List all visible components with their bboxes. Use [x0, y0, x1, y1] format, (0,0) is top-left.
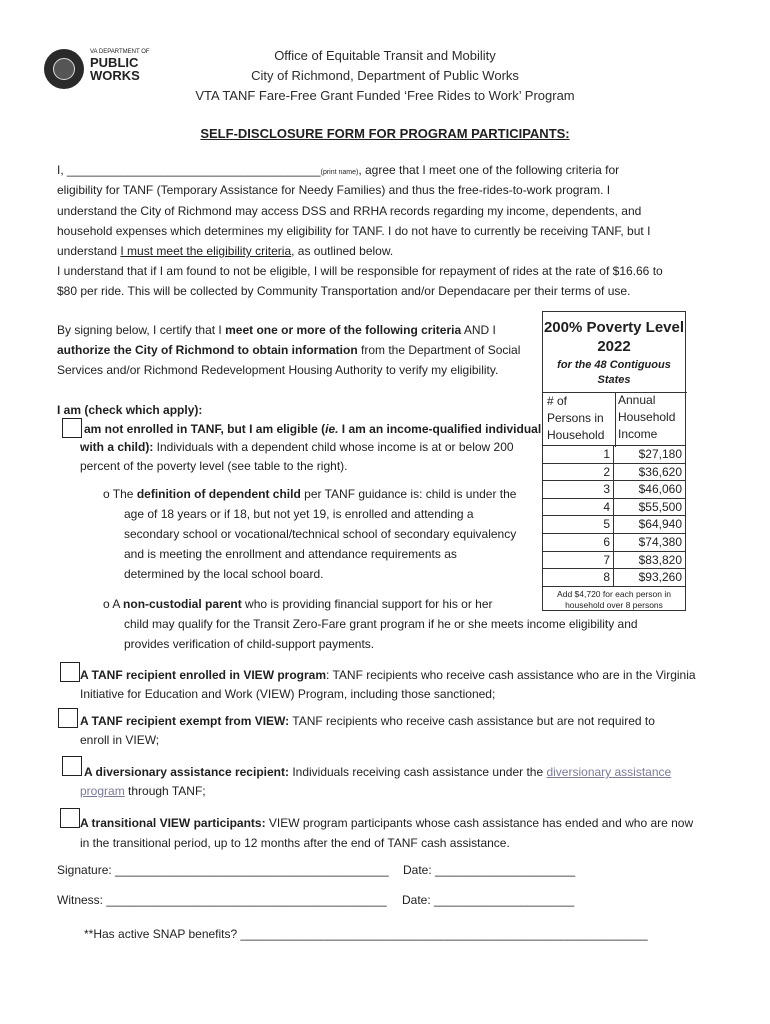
- sub1-text: per TANF guidance is: child is under the: [300, 487, 517, 501]
- opt3-line1: [80, 711, 655, 731]
- checkbox-transitional-view[interactable]: [60, 808, 80, 828]
- diversionary-program-link[interactable]: program: [80, 784, 125, 798]
- header-office: Office of Equitable Transit and Mobility: [274, 48, 496, 63]
- table-row: [543, 480, 685, 499]
- opt2-line2: Initiative for Education and Work (VIEW) Program, including those sanctioned;: [80, 687, 496, 701]
- certify-text: By signing below, I certify that I: [57, 323, 226, 337]
- opt4-bold: A diversionary assistance recipient:: [84, 765, 289, 779]
- intro-text: , as outlined below.: [291, 244, 394, 258]
- opt3-line2: enroll in VIEW;: [80, 733, 160, 747]
- witness-date-field[interactable]: Date: _____________________: [402, 893, 575, 907]
- opt2-text: : TANF recipients who receive cash assistance who are in the Virginia: [326, 668, 696, 682]
- income-value: $93,260: [638, 570, 682, 585]
- sub1-text: o The: [103, 487, 137, 501]
- logo-small-text: VA DEPARTMENT OF: [90, 49, 150, 55]
- opt3-bold: A TANF recipient exempt from VIEW:: [80, 714, 290, 728]
- witness-label: Witness:: [57, 893, 104, 907]
- poverty-table: [542, 311, 686, 611]
- table-row: [543, 568, 685, 587]
- opt1-bold: I am an income-qualified individual: [338, 422, 542, 436]
- eligibility-criteria-text: I must meet the eligibility criteria: [120, 244, 292, 258]
- opt2-line1: [80, 665, 696, 685]
- col1-line: Persons in: [547, 411, 604, 425]
- sub2-text: who is providing financial support for his or her: [241, 597, 493, 611]
- col2-line: Annual: [618, 393, 656, 407]
- sub1-line4: and is meeting the enrollment and attendance requirements as: [124, 547, 457, 561]
- income-value: $36,620: [638, 464, 682, 479]
- sub1-line2: age of 18 years or if 18, but not yet 19, is enrolled and attending a: [124, 507, 474, 521]
- certify-bold: authorize the City of Richmond to obtain information: [57, 343, 358, 357]
- checkbox-view-enrolled[interactable]: [60, 662, 80, 682]
- logo-line1: PUBLIC: [90, 55, 139, 70]
- certify-line1: [57, 320, 496, 340]
- certify-bold: meet one or more of the following criteria: [225, 323, 462, 337]
- print-name-hint: (print name): [320, 169, 359, 176]
- opt5-line1: [80, 813, 693, 833]
- sub1-line1: [103, 484, 516, 504]
- sub2-line1: [103, 594, 493, 614]
- col2-line: Income: [618, 427, 658, 441]
- witness-row: [57, 893, 387, 907]
- opt5-text: VIEW program participants whose cash assistance has ended and who are now: [265, 816, 694, 830]
- diversionary-assistance-link[interactable]: diversionary assistance: [546, 765, 672, 779]
- certify-line3: Services and/or Richmond Redevelopment Housing Authority to verify my eligibility.: [57, 363, 499, 377]
- household-size: 5: [543, 516, 614, 533]
- intro-line2: eligibility for TANF (Temporary Assistance for Needy Families) and thus the free-rides-to-work program. I: [57, 183, 611, 197]
- income-value: $46,060: [638, 482, 682, 497]
- sub1-line3: secondary school or vocational/technical school of secondary equivalency: [124, 527, 517, 541]
- signature-label: Signature:: [57, 863, 112, 877]
- certify-text: AND I: [461, 323, 496, 337]
- intro-line3: understand the City of Richmond may access DSS and RRHA records regarding my income, dependents, and: [57, 204, 642, 218]
- table-row: [543, 551, 685, 570]
- poverty-table-note: Add $4,720 for each person in household over 8 persons: [543, 586, 685, 611]
- opt5-line2: in the transitional period, up to 12 months after the end of TANF cash assistance.: [80, 836, 510, 850]
- household-size: 3: [543, 481, 614, 498]
- checkbox-view-exempt[interactable]: [58, 708, 78, 728]
- opt4-text: through TANF;: [124, 784, 206, 798]
- checkbox-diversionary[interactable]: [62, 756, 82, 776]
- table-row: [543, 498, 685, 517]
- table-row: [543, 445, 685, 464]
- intro-line5: [57, 241, 393, 261]
- intro-text: understand: [57, 244, 121, 258]
- income-value: $83,820: [638, 552, 682, 567]
- logo-line2: WORKS: [90, 68, 140, 83]
- sub1-line5: determined by the local school board.: [124, 567, 324, 581]
- sub2-line3: provides verification of child-support payments.: [124, 637, 375, 651]
- opt1-line2: [80, 437, 514, 457]
- income-value: $55,500: [638, 499, 682, 514]
- opt4-text: Individuals receiving cash assistance under the: [288, 765, 547, 779]
- household-size: 4: [543, 499, 614, 516]
- opt1-bold: with a child):: [80, 440, 154, 454]
- opt2-bold: A TANF recipient enrolled in VIEW program: [80, 668, 327, 682]
- opt1-text: Individuals with a dependent child whose income is at or below 200: [153, 440, 514, 454]
- signature-row: [57, 863, 389, 877]
- opt1-line1: [84, 419, 541, 439]
- poverty-table-subtitle: for the 48 Contiguous States: [557, 359, 671, 386]
- household-size: 7: [543, 552, 614, 569]
- intro-line7: $80 per ride. This will be collected by Community Transportation and/or Dependacare per their terms of use.: [57, 284, 631, 298]
- col1-line: # of: [547, 394, 568, 408]
- intro-line6: I understand that if I am found to not be eligible, I will be responsible for repayment of rides at the rate of $16.66 to: [57, 264, 663, 278]
- intro-line4: household expenses which determines my eligibility for TANF. I do not have to currently be receiving TANF, but I: [57, 224, 651, 238]
- sub2-text: o A: [103, 597, 124, 611]
- sub1-bold: definition of dependent child: [136, 487, 301, 501]
- signature-field[interactable]: _________________________________________: [115, 863, 389, 877]
- opt1-line3: percent of the poverty level (see table to the right).: [80, 459, 348, 473]
- income-value: $27,180: [638, 447, 682, 461]
- opt1-italic: ie.: [325, 422, 339, 436]
- col2-line: Household: [618, 410, 676, 424]
- table-row: [543, 463, 685, 482]
- print-name-field[interactable]: I, ______________________________________: [57, 163, 321, 177]
- page-title: SELF-DISCLOSURE FORM FOR PROGRAM PARTICIPANTS:: [200, 126, 570, 141]
- certify-text: from the Department of Social: [357, 343, 521, 357]
- income-value: $74,380: [638, 535, 682, 549]
- sub2-bold: non-custodial parent: [123, 597, 242, 611]
- income-value: $64,940: [638, 517, 682, 532]
- col1-line: Household: [547, 428, 605, 442]
- column-header-income: [618, 392, 675, 443]
- opt4-line2: [80, 781, 206, 801]
- certify-line2: [57, 340, 520, 360]
- snap-benefits-field[interactable]: **Has active SNAP benefits? _____________________________________________________________: [84, 927, 648, 941]
- sub2-line2: child may qualify for the Transit Zero-Fare grant program if he or she meets income eligibility and: [124, 617, 638, 631]
- table-row: [543, 533, 685, 552]
- household-size: 1: [543, 446, 614, 463]
- poverty-table-title: 200% Poverty Level 2022: [543, 319, 685, 355]
- intro-text: , agree that I meet one of the following criteria for: [358, 163, 620, 177]
- header-city: City of Richmond, Department of Public Works: [251, 68, 519, 83]
- household-size: 6: [543, 534, 614, 551]
- table-row: [543, 515, 685, 534]
- header-program: VTA TANF Fare-Free Grant Funded ‘Free Rides to Work’ Program: [195, 88, 575, 103]
- checkbox-tanf-eligible[interactable]: [62, 418, 82, 438]
- check-heading: I am (check which apply):: [57, 403, 203, 417]
- signature-date-field[interactable]: Date: _____________________: [403, 863, 576, 877]
- opt3-text: TANF recipients who receive cash assistance but are not required to: [289, 714, 655, 728]
- opt4-line1: [84, 762, 671, 782]
- opt1-bold: am not enrolled in TANF, but I am eligible (: [84, 422, 326, 436]
- opt5-bold: A transitional VIEW participants:: [80, 816, 266, 830]
- household-size: 2: [543, 464, 614, 481]
- witness-field[interactable]: __________________________________________: [106, 893, 387, 907]
- household-size: 8: [543, 569, 614, 586]
